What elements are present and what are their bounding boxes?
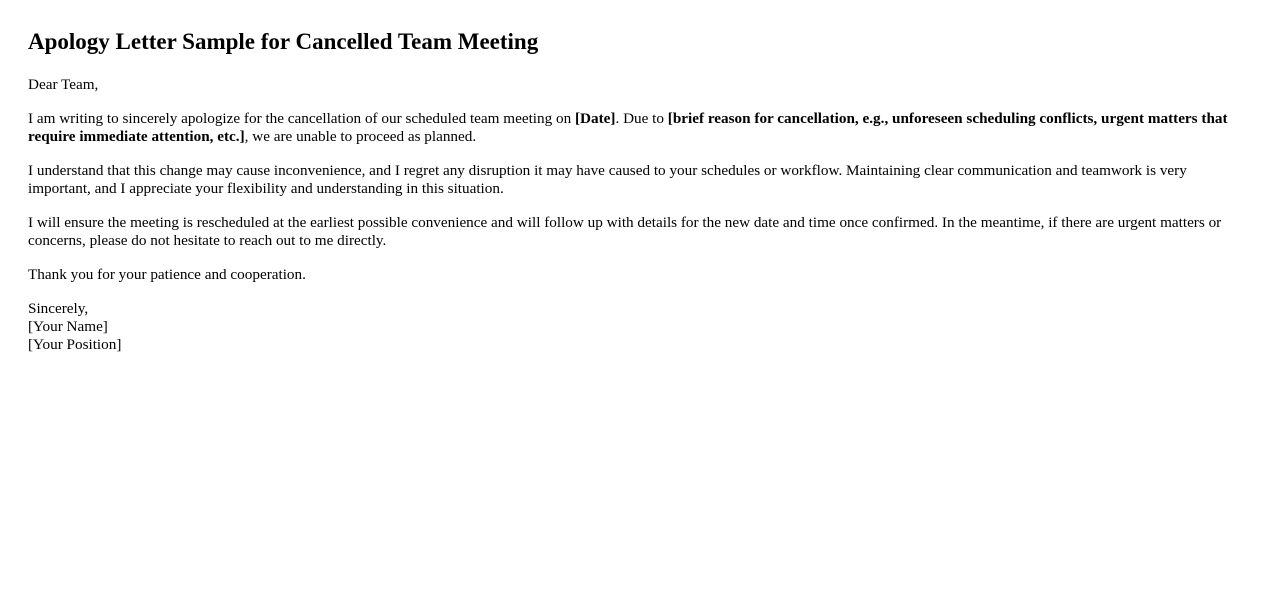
paragraph-inconvenience: I understand that this change may cause inconvenience, and I regret any disruption it may have caused to your schedules or workflow. Maintaining clear communication and teamwork is very important, and I appreciate your flexibility and understanding in this situation. — [28, 162, 1187, 197]
paragraph-cancellation — [28, 110, 1250, 146]
paragraph-cancellation-end: , we are unable to proceed as planned. — [244, 128, 477, 145]
due-to-text: . Due to — [615, 110, 668, 127]
reason-placeholder: [brief reason for cancellation, e.g., unforeseen scheduling conflicts, urgent matters that require immediate attention, etc.] — [28, 110, 1228, 145]
page-title: Apology Letter Sample for Cancelled Team Meeting — [28, 29, 539, 54]
signature-block — [28, 300, 1250, 354]
paragraph-thanks: Thank you for your patience and cooperation. — [28, 266, 306, 283]
name-placeholder: [Your Name] — [28, 318, 108, 335]
paragraph-reschedule: I will ensure the meeting is rescheduled at the earliest possible convenience and will follow up with details for the new date and time once confirmed. In the meantime, if there are urgent matters or concerns, please do not hesitate to reach out to me directly. — [28, 214, 1222, 249]
paragraph-cancellation-intro: I am writing to sincerely apologize for the cancellation of our scheduled team meeting on — [28, 110, 575, 127]
position-placeholder: [Your Position] — [28, 336, 122, 353]
date-placeholder: [Date] — [574, 110, 616, 127]
greeting: Dear Team, — [28, 76, 99, 93]
closing-line: Sincerely, — [28, 300, 89, 317]
